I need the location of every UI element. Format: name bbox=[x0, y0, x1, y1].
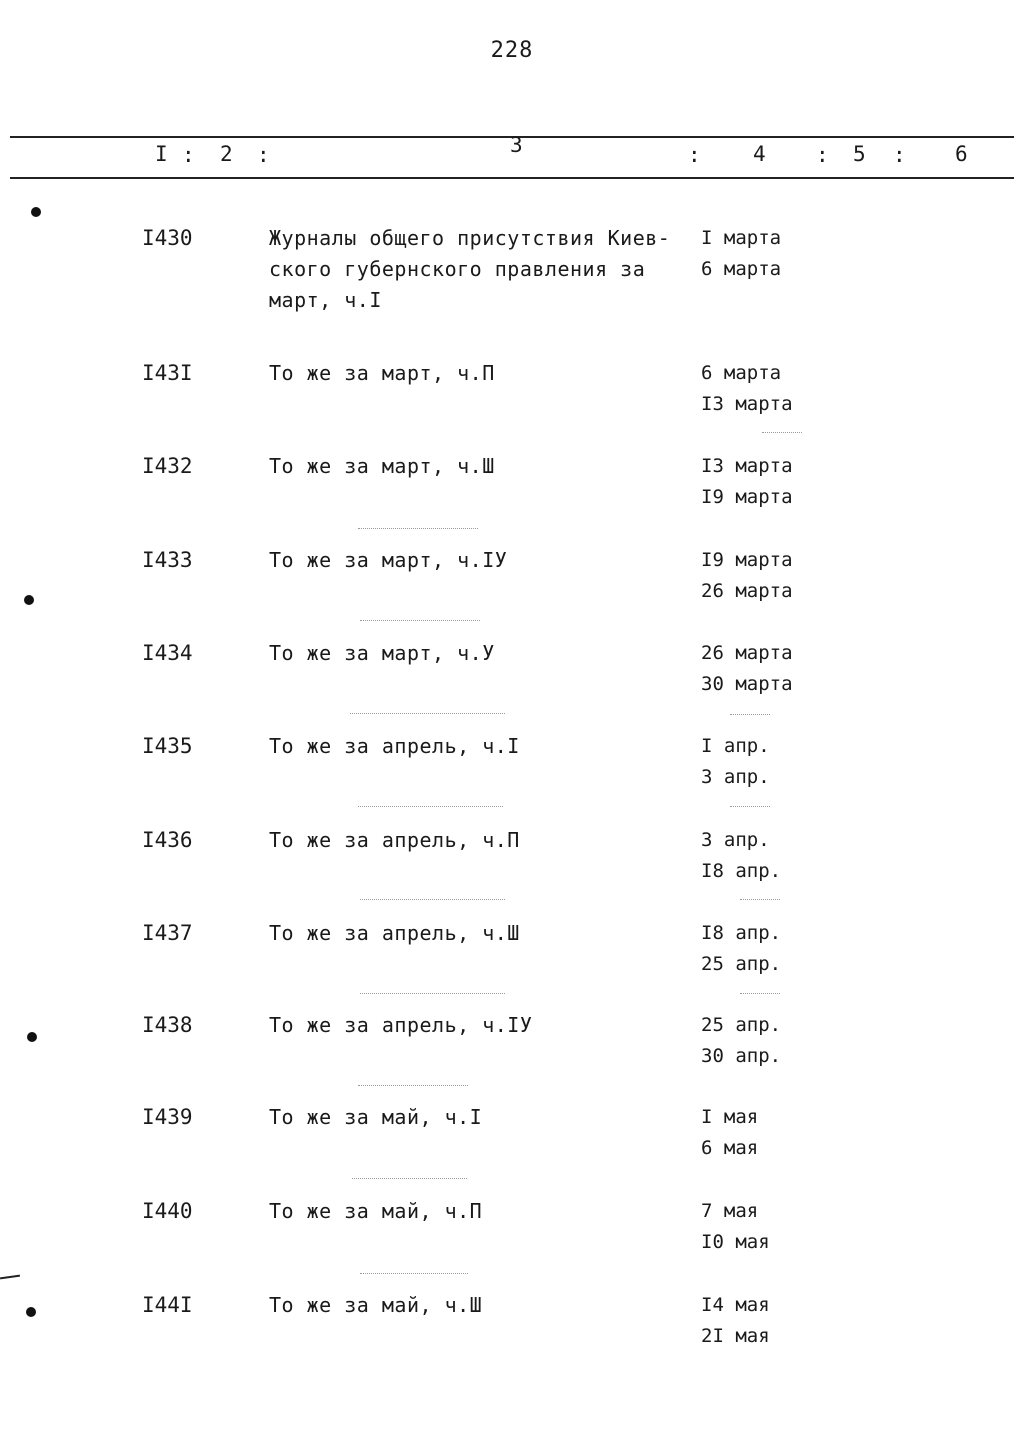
date-end: 3 апр. bbox=[701, 766, 770, 788]
date-start: I4 мая bbox=[701, 1294, 770, 1316]
column-separator: : bbox=[816, 143, 829, 167]
table-row bbox=[0, 918, 1024, 998]
row-divider bbox=[350, 713, 505, 714]
item-number: I435 bbox=[142, 734, 193, 758]
table-row bbox=[0, 358, 1024, 438]
item-dates bbox=[701, 825, 781, 887]
row-divider bbox=[740, 993, 780, 994]
column-header-5: 5 bbox=[853, 142, 866, 166]
date-end: I0 мая bbox=[701, 1231, 770, 1253]
row-divider bbox=[730, 806, 770, 807]
date-start: 6 марта bbox=[701, 362, 782, 384]
date-end: 6 мая bbox=[701, 1137, 759, 1159]
title-line: ского губернского правления за bbox=[269, 257, 646, 281]
date-end: 30 апр. bbox=[701, 1045, 782, 1067]
punch-hole bbox=[26, 1307, 36, 1317]
column-header-1: I bbox=[155, 142, 168, 166]
title-line: То же за апрель, ч.I bbox=[269, 734, 520, 758]
column-header-3: 3 bbox=[510, 133, 523, 157]
table-row bbox=[0, 1102, 1024, 1182]
item-number: I436 bbox=[142, 828, 193, 852]
row-divider bbox=[352, 1178, 467, 1179]
item-dates bbox=[701, 918, 781, 980]
table-row bbox=[0, 451, 1024, 531]
row-divider bbox=[358, 1085, 468, 1086]
punch-hole bbox=[24, 595, 34, 605]
date-start: 26 марта bbox=[701, 642, 793, 664]
header-bottom-rule bbox=[10, 177, 1014, 179]
row-divider bbox=[740, 899, 780, 900]
item-dates bbox=[701, 451, 793, 513]
table-row bbox=[0, 545, 1024, 625]
item-title bbox=[269, 545, 689, 576]
table-row bbox=[0, 1290, 1024, 1370]
item-title bbox=[269, 1102, 689, 1133]
item-title bbox=[269, 918, 689, 949]
punch-hole bbox=[31, 207, 41, 217]
title-line: март, ч.I bbox=[269, 288, 382, 312]
item-dates bbox=[701, 545, 793, 607]
title-line: То же за март, ч.IУ bbox=[269, 548, 508, 572]
item-dates bbox=[701, 1102, 758, 1164]
table-row bbox=[0, 825, 1024, 905]
table-row bbox=[0, 223, 1024, 312]
item-number: I432 bbox=[142, 454, 193, 478]
date-end: 6 марта bbox=[701, 258, 782, 280]
row-divider bbox=[730, 714, 770, 715]
item-number: I44I bbox=[142, 1293, 193, 1317]
date-start: I8 апр. bbox=[701, 922, 782, 944]
date-start: I марта bbox=[701, 227, 782, 249]
date-end: I9 марта bbox=[701, 486, 793, 508]
item-title bbox=[269, 825, 689, 856]
title-line: То же за март, ч.Ш bbox=[269, 454, 495, 478]
column-separator: : bbox=[893, 143, 906, 167]
title-line: То же за апрель, ч.П bbox=[269, 828, 520, 852]
date-end: 25 апр. bbox=[701, 953, 782, 975]
row-divider bbox=[360, 620, 480, 621]
date-start: 25 апр. bbox=[701, 1014, 782, 1036]
item-title bbox=[269, 1196, 689, 1227]
table-row bbox=[0, 1010, 1024, 1090]
item-title bbox=[269, 1010, 689, 1041]
date-end: 30 марта bbox=[701, 673, 793, 695]
table-row bbox=[0, 638, 1024, 718]
date-start: I3 марта bbox=[701, 455, 793, 477]
item-title bbox=[269, 451, 689, 482]
punch-hole bbox=[27, 1032, 37, 1042]
row-divider bbox=[358, 528, 478, 529]
column-header-2: 2 bbox=[220, 142, 233, 166]
item-number: I43I bbox=[142, 361, 193, 385]
column-separator: : bbox=[182, 143, 195, 167]
date-end: I8 апр. bbox=[701, 860, 782, 882]
item-title bbox=[269, 638, 689, 669]
page-number: 228 bbox=[490, 38, 534, 63]
date-end: 26 марта bbox=[701, 580, 793, 602]
item-number: I440 bbox=[142, 1199, 193, 1223]
item-dates bbox=[701, 1196, 770, 1258]
row-divider bbox=[358, 806, 503, 807]
title-line: Журналы общего присутствия Киев- bbox=[269, 226, 671, 250]
row-divider bbox=[360, 1273, 468, 1274]
item-number: I434 bbox=[142, 641, 193, 665]
item-dates bbox=[701, 1010, 781, 1072]
title-line: То же за апрель, ч.Ш bbox=[269, 921, 520, 945]
item-title bbox=[269, 358, 689, 389]
row-divider bbox=[762, 432, 802, 433]
column-header-4: 4 bbox=[753, 142, 766, 166]
item-number: I430 bbox=[142, 226, 193, 250]
table-row bbox=[0, 731, 1024, 811]
item-dates bbox=[701, 358, 793, 420]
item-dates bbox=[701, 638, 793, 700]
title-line: То же за март, ч.П bbox=[269, 361, 495, 385]
date-end: 2I мая bbox=[701, 1325, 770, 1347]
row-divider bbox=[360, 993, 505, 994]
title-line: То же за май, ч.П bbox=[269, 1199, 483, 1223]
item-dates bbox=[701, 731, 770, 793]
title-line: То же за май, ч.Ш bbox=[269, 1293, 483, 1317]
row-divider bbox=[360, 899, 505, 900]
item-dates bbox=[701, 1290, 770, 1352]
column-separator: : bbox=[688, 143, 701, 167]
column-separator: : bbox=[257, 143, 270, 167]
title-line: То же за март, ч.У bbox=[269, 641, 495, 665]
date-start: 3 апр. bbox=[701, 829, 770, 851]
item-number: I439 bbox=[142, 1105, 193, 1129]
date-start: 7 мая bbox=[701, 1200, 759, 1222]
table-row bbox=[0, 1196, 1024, 1276]
date-end: I3 марта bbox=[701, 393, 793, 415]
item-number: I433 bbox=[142, 548, 193, 572]
item-number: I437 bbox=[142, 921, 193, 945]
title-line: То же за апрель, ч.IУ bbox=[269, 1013, 533, 1037]
item-title bbox=[269, 1290, 689, 1321]
title-line: То же за май, ч.I bbox=[269, 1105, 483, 1129]
date-start: I9 марта bbox=[701, 549, 793, 571]
date-start: I апр. bbox=[701, 735, 770, 757]
item-dates bbox=[701, 223, 781, 285]
item-title bbox=[269, 731, 689, 762]
date-start: I мая bbox=[701, 1106, 759, 1128]
item-number: I438 bbox=[142, 1013, 193, 1037]
column-header-6: 6 bbox=[955, 142, 968, 166]
item-title bbox=[269, 223, 689, 316]
